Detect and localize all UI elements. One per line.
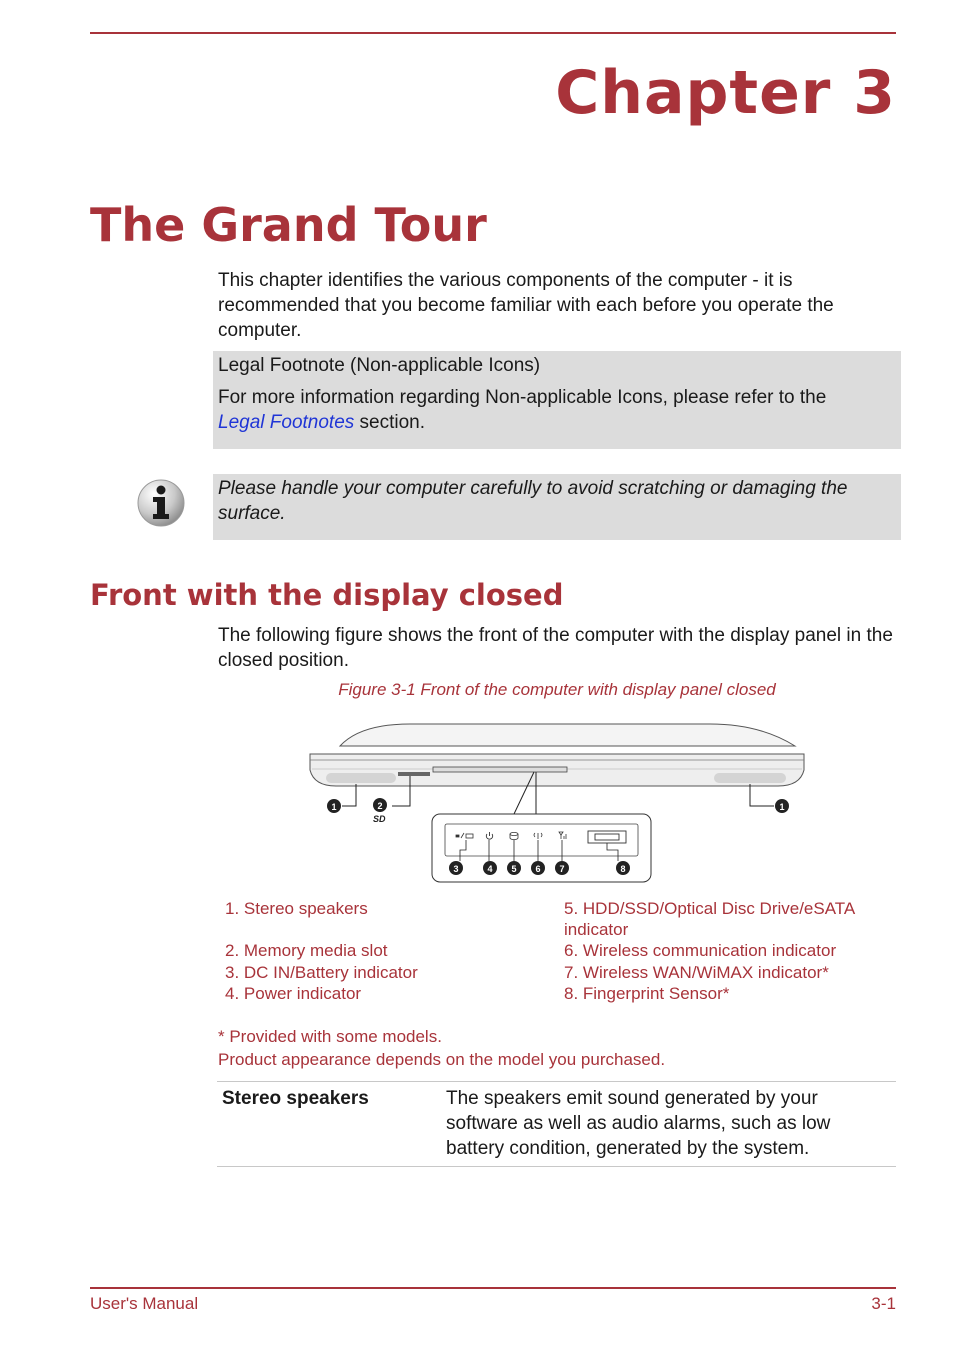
legend-item-2: 2. Memory media slot <box>225 941 388 960</box>
sd-logo: SD <box>373 814 386 824</box>
memory-slot-graphic <box>398 772 430 776</box>
callout-1-right: 1 <box>779 802 785 812</box>
legal-footnote-box <box>213 351 901 449</box>
callout-1-left: 1 <box>331 802 337 812</box>
legend-item-4: 4. Power indicator <box>225 984 362 1003</box>
footnote-appearance: Product appearance depends on the model you purchased. <box>218 1050 666 1069</box>
intro-paragraph: This chapter identifies the various components of the computer - it is recommended that you become familiar with each before you operate the computer. <box>218 270 834 341</box>
footer-page-number: 3-1 <box>871 1294 896 1313</box>
legal-footnotes-link[interactable]: Legal Footnotes <box>218 412 355 433</box>
footnote-models: * Provided with some models. <box>218 1027 442 1046</box>
legend-item-6: 6. Wireless communication indicator <box>564 941 837 960</box>
indicator-strip <box>433 767 567 772</box>
legend-item-3: 3. DC IN/Battery indicator <box>225 963 418 982</box>
legend-item-1: 1. Stereo speakers <box>225 899 368 918</box>
legend-item-5: 5. HDD/SSD/Optical Disc Drive/eSATA indicator <box>564 899 855 939</box>
legal-footnote-text-after: section. <box>354 412 426 433</box>
page-title: The Grand Tour <box>90 198 487 252</box>
callout-7: 7 <box>559 864 565 874</box>
callout-6: 6 <box>535 864 541 874</box>
footer-rule <box>90 1287 896 1289</box>
table-definition: The speakers emit sound generated by your software as well as audio alarms, such as low battery condition, generated by the system. <box>446 1088 831 1159</box>
care-note-text: Please handle your computer carefully to avoid scratching or damaging the surface. <box>218 478 848 524</box>
info-icon <box>136 478 186 528</box>
laptop-lid <box>340 724 795 746</box>
callout-3: 3 <box>453 864 459 874</box>
legend-item-7: 7. Wireless WAN/WiMAX indicator* <box>564 963 829 982</box>
legal-footnote-heading: Legal Footnote (Non-applicable Icons) <box>218 355 541 376</box>
legal-footnote-text <box>218 385 896 435</box>
section-description: The following figure shows the front of the computer with the display panel in the closed position. <box>218 625 893 671</box>
footer-manual-title: User's Manual <box>90 1294 199 1313</box>
callout-5: 5 <box>511 864 517 874</box>
figure-footnotes <box>218 1025 665 1071</box>
callout-4: 4 <box>487 864 493 874</box>
callout-8: 8 <box>620 864 626 874</box>
header-rule <box>90 32 896 34</box>
section-heading: Front with the display closed <box>90 578 564 612</box>
legal-footnote-text-before: For more information regarding Non-applicable Icons, please refer to the <box>218 387 827 408</box>
care-note-box <box>213 474 901 540</box>
table-term: Stereo speakers <box>222 1088 369 1109</box>
chapter-heading: Chapter 3 <box>555 58 896 128</box>
description-table <box>217 1081 896 1167</box>
right-speaker-grille <box>714 773 786 783</box>
legend-item-8: 8. Fingerprint Sensor* <box>564 984 730 1003</box>
laptop-front-figure <box>300 714 820 889</box>
figure-caption: Figure 3-1 Front of the computer with display panel closed <box>338 680 776 699</box>
left-speaker-grille <box>326 773 396 783</box>
callout-2: 2 <box>377 801 383 811</box>
